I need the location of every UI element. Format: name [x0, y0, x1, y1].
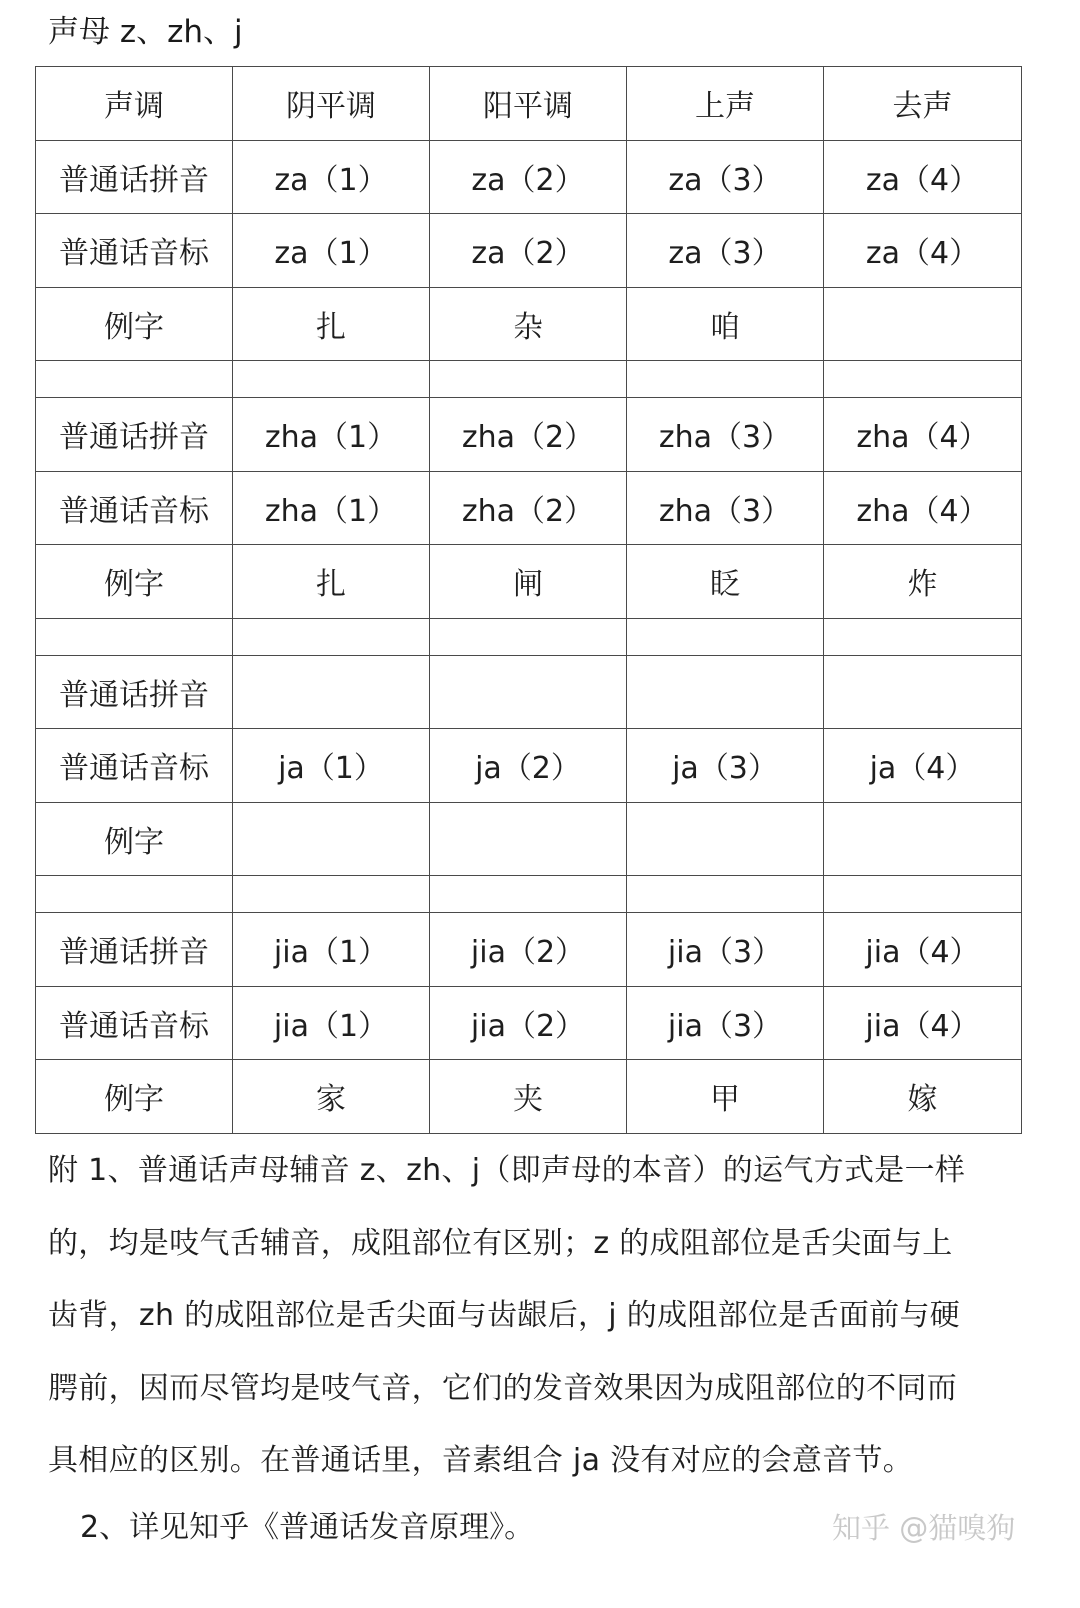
table-cell [627, 655, 824, 729]
empty-cell [233, 618, 430, 655]
empty-cell [824, 876, 1022, 913]
empty-cell [824, 361, 1022, 398]
header-cell-tone: 声调 [36, 67, 233, 141]
table-cell: zha（2） [430, 398, 627, 472]
zhihu-watermark: 知乎 @猫嗅狗 [832, 1511, 1016, 1545]
empty-cell [430, 361, 627, 398]
table-row [36, 287, 1022, 361]
empty-cell [627, 618, 824, 655]
empty-cell [36, 876, 233, 913]
table-cell: 炸 [824, 545, 1022, 619]
table-cell: jia（3） [627, 913, 824, 987]
empty-cell [233, 361, 430, 398]
table-row [36, 471, 1022, 545]
table-cell: zha（4） [824, 471, 1022, 545]
page-title: 声母 z、zh、j [48, 14, 243, 50]
table-cell: 扎 [233, 545, 430, 619]
empty-cell [627, 876, 824, 913]
row-label: 普通话音标 [36, 471, 233, 545]
table-row [36, 1060, 1022, 1134]
table-cell: za（3） [627, 214, 824, 288]
table-cell [824, 802, 1022, 876]
table-cell: za（2） [430, 140, 627, 214]
table-cell: za（2） [430, 214, 627, 288]
table-row [36, 214, 1022, 288]
note-line: 的，均是吱气舌辅音，成阻部位有区别；z 的成阻部位是舌尖面与上 [48, 1225, 953, 1261]
table-cell [233, 655, 430, 729]
row-label: 普通话拼音 [36, 398, 233, 472]
table-cell: zha（3） [627, 398, 824, 472]
spacer-row [36, 618, 1022, 655]
empty-cell [430, 618, 627, 655]
note-line: 腭前，因而尽管均是吱气音，它们的发音效果因为成阻部位的不同而 [48, 1370, 957, 1406]
table-cell: 咱 [627, 287, 824, 361]
spacer-row [36, 361, 1022, 398]
table-cell [233, 802, 430, 876]
row-label: 普通话音标 [36, 729, 233, 803]
row-label: 普通话拼音 [36, 913, 233, 987]
table-cell: 眨 [627, 545, 824, 619]
empty-cell [824, 618, 1022, 655]
table-cell: jia（1） [233, 986, 430, 1060]
table-cell: za（3） [627, 140, 824, 214]
empty-cell [627, 361, 824, 398]
table-cell: za（1） [233, 214, 430, 288]
table-cell: za（4） [824, 140, 1022, 214]
table-cell: 杂 [430, 287, 627, 361]
table-cell: ja（3） [627, 729, 824, 803]
table-cell: 扎 [233, 287, 430, 361]
table-cell: ja（4） [824, 729, 1022, 803]
row-label: 例字 [36, 287, 233, 361]
table-cell: zha（1） [233, 398, 430, 472]
table-cell [627, 802, 824, 876]
row-label: 例字 [36, 545, 233, 619]
initials-tone-table [35, 66, 1022, 1134]
table-cell: 嫁 [824, 1060, 1022, 1134]
table-cell [430, 655, 627, 729]
table-cell [430, 802, 627, 876]
empty-cell [233, 876, 430, 913]
empty-cell [36, 361, 233, 398]
table-cell: 家 [233, 1060, 430, 1134]
row-label: 例字 [36, 802, 233, 876]
table-row [36, 802, 1022, 876]
table-row [36, 140, 1022, 214]
table-row [36, 398, 1022, 472]
table-cell [824, 655, 1022, 729]
header-cell-shangsheng: 上声 [627, 67, 824, 141]
table-cell: 夹 [430, 1060, 627, 1134]
empty-cell [36, 618, 233, 655]
table-cell [824, 287, 1022, 361]
header-cell-yangping: 阳平调 [430, 67, 627, 141]
row-label: 普通话拼音 [36, 140, 233, 214]
row-label: 例字 [36, 1060, 233, 1134]
table-cell: ja（1） [233, 729, 430, 803]
table-row [36, 913, 1022, 987]
table-cell: ja（2） [430, 729, 627, 803]
table-row [36, 729, 1022, 803]
table-cell: jia（2） [430, 986, 627, 1060]
table-cell: za（4） [824, 214, 1022, 288]
note-line: 附 1、普通话声母辅音 z、zh、j（即声母的本音）的运气方式是一样 [48, 1153, 966, 1188]
header-row [36, 67, 1022, 141]
table-cell: zha（4） [824, 398, 1022, 472]
note-1-paragraph [48, 1135, 1023, 1498]
spacer-row [36, 876, 1022, 913]
header-cell-qusheng: 去声 [824, 67, 1022, 141]
header-cell-yinping: 阴平调 [233, 67, 430, 141]
table-row [36, 655, 1022, 729]
note-line: 具相应的区别。在普通话里，音素组合 ja 没有对应的会意音节。 [48, 1443, 914, 1478]
table-cell: jia（1） [233, 913, 430, 987]
empty-cell [430, 876, 627, 913]
note-2-reference: 2、详见知乎《普通话发音原理》。 [80, 1510, 535, 1545]
table-cell: jia（4） [824, 913, 1022, 987]
row-label: 普通话音标 [36, 214, 233, 288]
table-cell: zha（3） [627, 471, 824, 545]
table-cell: jia（3） [627, 986, 824, 1060]
table-cell: zha（1） [233, 471, 430, 545]
row-label: 普通话拼音 [36, 655, 233, 729]
table-cell: jia（4） [824, 986, 1022, 1060]
table-row [36, 986, 1022, 1060]
table-row [36, 545, 1022, 619]
table-cell: zha（2） [430, 471, 627, 545]
note-line: 齿背，zh 的成阻部位是舌尖面与齿龈后，j 的成阻部位是舌面前与硬 [48, 1298, 961, 1333]
table-cell: za（1） [233, 140, 430, 214]
table-cell: 甲 [627, 1060, 824, 1134]
table-cell: 闸 [430, 545, 627, 619]
table-cell: jia（2） [430, 913, 627, 987]
row-label: 普通话音标 [36, 986, 233, 1060]
